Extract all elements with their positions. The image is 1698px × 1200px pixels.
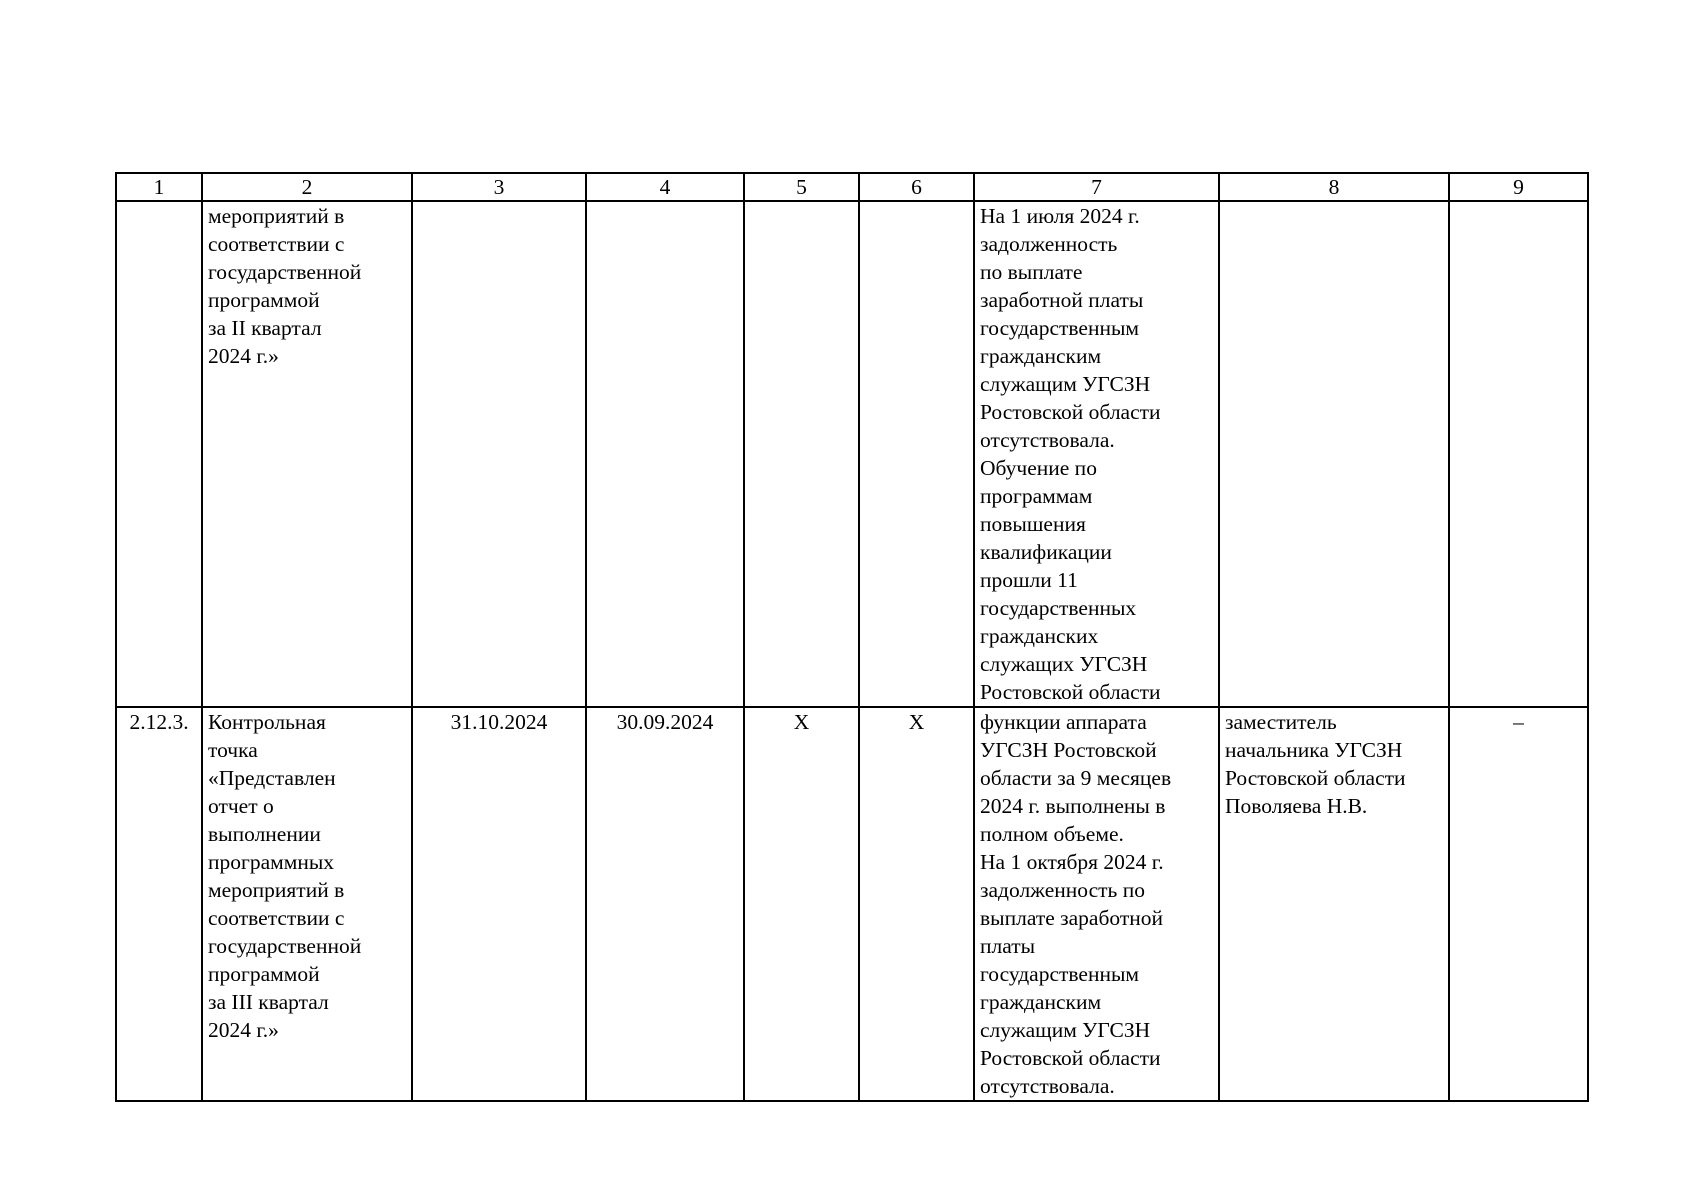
- cell-text-line: Обучение по: [980, 456, 1097, 480]
- header-col-2: 2: [202, 173, 412, 201]
- cell-text-line: На 1 июля 2024 г.: [980, 204, 1140, 228]
- cell-text-line: мероприятий в: [208, 204, 345, 228]
- report-table: [115, 172, 1589, 1102]
- cell-col9: –: [1449, 707, 1588, 1101]
- cell-text-line: Ростовской области: [1225, 766, 1406, 790]
- header-row: [116, 173, 1588, 201]
- header-col-6: 6: [859, 173, 974, 201]
- cell-text-line: программных: [208, 850, 335, 874]
- cell-text-line: отсутствовала.: [980, 428, 1115, 452]
- cell-text-line: области за 9 месяцев: [980, 766, 1172, 790]
- cell-text-line: На 1 октября 2024 г.: [980, 850, 1164, 874]
- cell-number: [116, 201, 202, 707]
- cell-text-line: отчет о: [208, 794, 274, 818]
- cell-text-line: задолженность: [980, 232, 1118, 256]
- cell-text-line: выполнении: [208, 822, 321, 846]
- cell-text-line: 2024 г. выполнены в: [980, 794, 1166, 818]
- cell-text-line: функции аппарата: [980, 710, 1147, 734]
- cell-text-line: служащих УГСЗН: [980, 652, 1148, 676]
- cell-actual-date: 30.09.2024: [586, 707, 744, 1101]
- cell-text-line: 2024 г.»: [208, 344, 279, 368]
- cell-text-line: квалификации: [980, 540, 1112, 564]
- cell-text-line: заместитель: [1225, 710, 1337, 734]
- cell-text-line: гражданских: [980, 624, 1099, 648]
- header-col-9: 9: [1449, 173, 1588, 201]
- cell-col9: [1449, 201, 1588, 707]
- cell-planned-date: 31.10.2024: [412, 707, 586, 1101]
- cell-text-line: задолженность по: [980, 878, 1145, 902]
- cell-event-name: [202, 201, 412, 707]
- header-col-8: 8: [1219, 173, 1449, 201]
- header-col-1: 1: [116, 173, 202, 201]
- cell-text-line: повышения: [980, 512, 1086, 536]
- cell-col5: [744, 201, 859, 707]
- cell-text-line: Поволяева Н.В.: [1225, 794, 1368, 818]
- header-col-3: 3: [412, 173, 586, 201]
- cell-text-line: государственной: [208, 934, 362, 958]
- cell-text-line: платы: [980, 934, 1036, 958]
- cell-text-line: программой: [208, 288, 320, 312]
- cell-text-line: служащим УГСЗН: [980, 372, 1151, 396]
- cell-result-info: [974, 707, 1219, 1101]
- cell-text-line: полном объеме.: [980, 822, 1124, 846]
- cell-text-line: программам: [980, 484, 1093, 508]
- cell-text-line: мероприятий в: [208, 878, 345, 902]
- cell-text-line: прошли 11: [980, 568, 1078, 592]
- cell-responsible: [1219, 707, 1449, 1101]
- cell-text-line: выплате заработной: [980, 906, 1164, 930]
- cell-col6: Х: [859, 707, 974, 1101]
- cell-col6: [859, 201, 974, 707]
- cell-text-line: государственным: [980, 316, 1140, 340]
- cell-text-line: УГСЗН Ростовской: [980, 738, 1157, 762]
- cell-actual-date: [586, 201, 744, 707]
- cell-responsible: [1219, 201, 1449, 707]
- cell-planned-date: [412, 201, 586, 707]
- cell-text-line: за III квартал: [208, 990, 329, 1014]
- cell-text-line: по выплате: [980, 260, 1083, 284]
- cell-text-line: 2024 г.»: [208, 1018, 279, 1042]
- cell-text-line: Ростовской области: [980, 400, 1161, 424]
- header-col-7: 7: [974, 173, 1219, 201]
- cell-text-line: государственной: [208, 260, 362, 284]
- cell-text-line: программой: [208, 962, 320, 986]
- cell-text-line: Ростовской области: [980, 680, 1161, 704]
- cell-text-line: государственным: [980, 962, 1140, 986]
- cell-text-line: гражданским: [980, 344, 1102, 368]
- cell-text-line: «Представлен: [208, 766, 336, 790]
- cell-number: 2.12.3.: [116, 707, 202, 1101]
- table-row: [116, 201, 1588, 707]
- cell-text-line: государственных: [980, 596, 1137, 620]
- cell-col5: Х: [744, 707, 859, 1101]
- cell-text-line: отсутствовала.: [980, 1074, 1115, 1098]
- table-row: [116, 707, 1588, 1101]
- cell-text-line: гражданским: [980, 990, 1102, 1014]
- cell-text-line: за II квартал: [208, 316, 322, 340]
- cell-text-line: соответствии с: [208, 906, 345, 930]
- cell-text-line: точка: [208, 738, 258, 762]
- header-col-4: 4: [586, 173, 744, 201]
- header-col-5: 5: [744, 173, 859, 201]
- cell-text-line: заработной платы: [980, 288, 1144, 312]
- cell-result-info: [974, 201, 1219, 707]
- cell-text-line: Контрольная: [208, 710, 326, 734]
- cell-text-line: соответствии с: [208, 232, 345, 256]
- cell-text-line: начальника УГСЗН: [1225, 738, 1403, 762]
- cell-event-name: [202, 707, 412, 1101]
- cell-text-line: Ростовской области: [980, 1046, 1161, 1070]
- cell-text-line: служащим УГСЗН: [980, 1018, 1151, 1042]
